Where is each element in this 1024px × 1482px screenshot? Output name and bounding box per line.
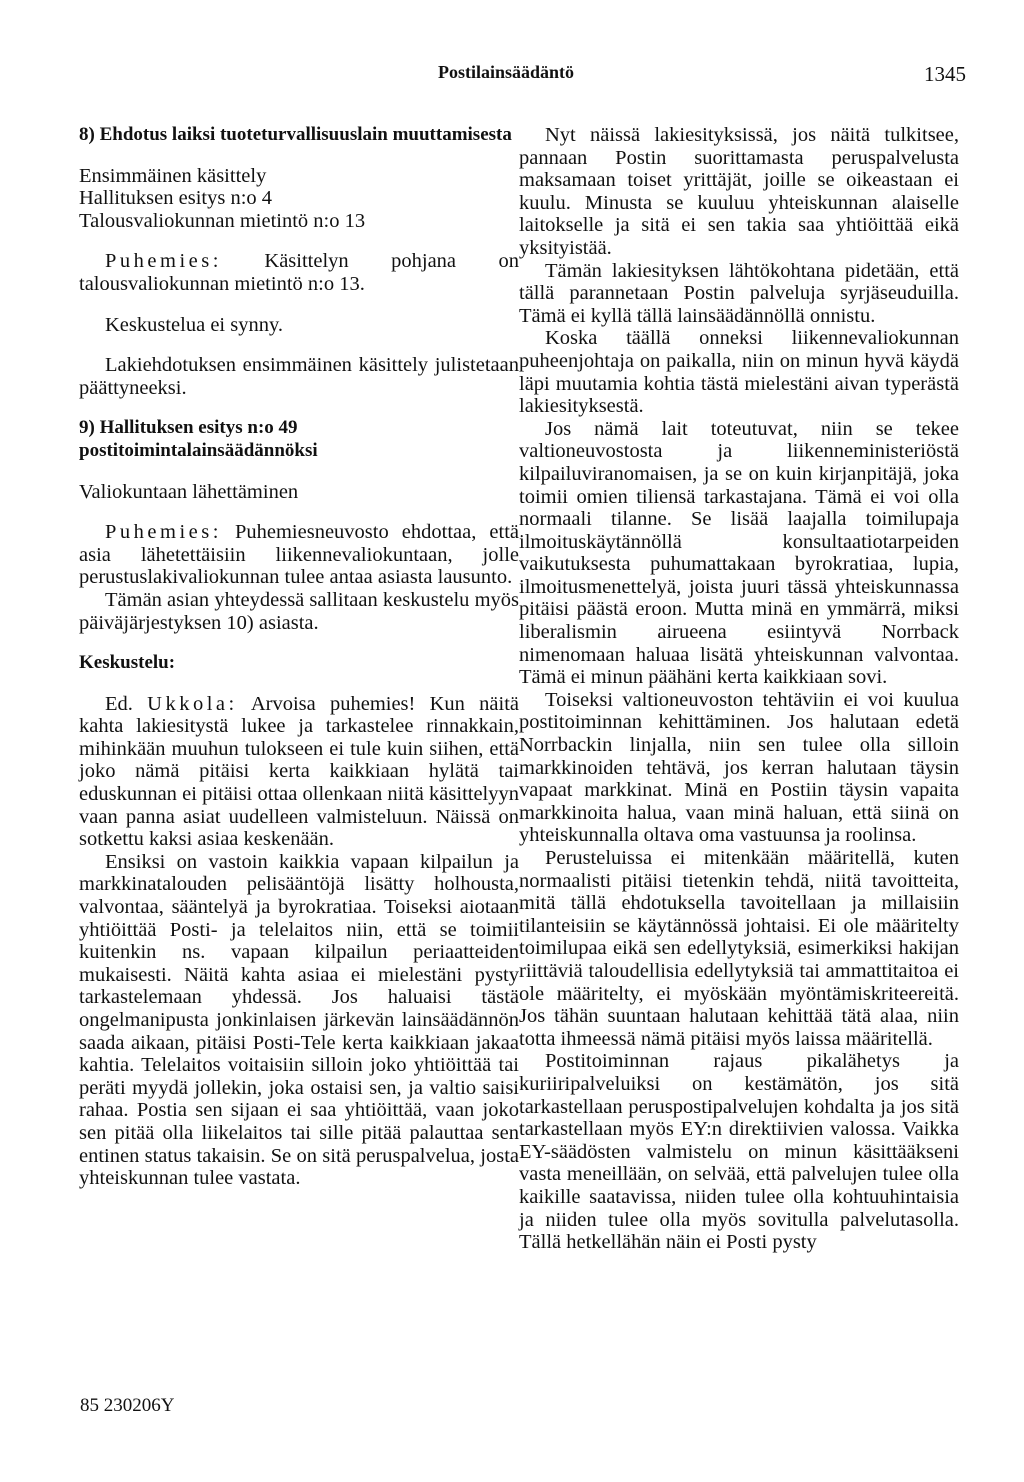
discussion-heading: Keskustelu:	[79, 652, 176, 674]
item-8-meta-line: Talousvaliokunnan mietintö n:o 13	[79, 209, 366, 232]
mp-speech-opening	[79, 693, 519, 851]
right-column	[519, 124, 959, 1254]
speech-paragraph: Jos nämä lait toteutuvat, niin se tekee valtioneuvostosta ja liikenneministeriöstä kilpailuviranomaisen, ja se on kuin kirjanpitäjä, joka toimii omien tiliensä tarkastajana. Tämä ei voi olla normaali tilanne. Se lisää laajalla toimilupaja ilmoituskäytännöllä konsultaatiotarpeiden vaikutuksesta puhumattakaan byrokratiaa, lupia, ilmoitusmenettelyä, joista juuri tässä yhteiskunnassa pitäisi päästä eroon. Mutta minä en ymmärrä, miksi liberalismin airueena esiintyvä Norrback nimenomaan haluaa lisätä yhteiskunnan valvontaa. Tämä ei minun päähäni kerta kaikkiaan sovi.	[519, 417, 959, 689]
item-8-title: 8) Ehdotus laiksi tuoteturvallisuuslain muuttamisesta	[79, 124, 512, 145]
item-8-meta-line: Hallituksen esitys n:o 4	[79, 187, 273, 210]
speech-paragraph: Nyt näissä lakiesityksissä, jos näitä tulkitsee, pannaan Postin suorittamasta peruspalvelusta maksamaan toiset yrittäjät, joille se oikeastaan ei kuulu. Minusta se kuuluu yhteiskunnan alaiselle laitokselle ja sitä ei sen takia saa yhtiöittää eikä yksityistää.	[519, 124, 959, 259]
speech-paragraph: Toiseksi valtioneuvoston tehtäviin ei voi kuulua postitoiminnan kehittäminen. Jos halutaan edetä Norrbackin linjalla, niin sen tulee olla silloin markkinoiden tehtävä, jos kerran halutaan täysin vapaat markkinat. Minä en Postiin täysin vapaita markkinoita halua, vaan minä haluan, että siinä on yhteiskunnalla oltava oma vastuunsa ja roolinsa.	[519, 688, 959, 847]
page-number: 1345	[924, 62, 966, 86]
speaker-name: Puhemies:	[105, 521, 222, 544]
item-9-chair-statement	[79, 521, 519, 589]
item-9-note: Tämän asian yhteydessä sallitaan keskustelu myös päiväjärjestyksen 10) asiasta.	[79, 588, 519, 634]
item-8-result: Lakiehdotuksen ensimmäinen käsittely julistetaan päättyneeksi.	[79, 354, 519, 399]
item-8-discussion-note: Keskustelua ei synny.	[105, 313, 284, 336]
speech-paragraph: Perusteluissa ei mitenkään määritellä, kuten normaalisti pitäisi tietenkin tehdä, niitä tavoitteita, mitä tällä ehdotuksella tavoitellaan ja millaisiin tilanteisiin se käytännössä johtaisi. Ei ole määritelty toimilupaa eikä sen edellytyksiä, esimerkiksi hakijan riittäviä taloudellisia edellytyksiä tai ammattitaitoa ei ole määritelty, ei myöskään myöntämiskriteereitä. Jos tähän suuntaan halutaan kehittää tätä alaa, niin totta ihmeessä nämä pitäisi myös laissa määritellä.	[519, 847, 959, 1050]
running-title: Postilainsäädäntö	[438, 62, 575, 82]
speech-text: Käsittelyn pohjana on talousvaliokunnan mietintö n:o 13.	[79, 250, 519, 295]
speech-text: Puhemiesneuvosto ehdottaa, että asia lähetettäisiin liikennevaliokuntaan, jolle perustuslakivaliokunnan tulee antaa asiasta lausunto.	[79, 521, 519, 589]
speaker-name: Ukkola:	[147, 692, 238, 715]
print-code: 85 230206Y	[80, 1395, 175, 1416]
speech-paragraph: Postitoiminnan rajaus pikalähetys ja kuriiripalveluiksi on kestämätön, jos sitä tarkastellaan peruspostipalvelujen kohdalta ja jos sitä tarkastellaan myös EY:n direktiivien valossa. Vaikka EY-säädösten valmistelu on minun käsittääkseni vasta meneillään, on selvää, että palvelujen tulee olla kaikille saatavissa, niiden tulee olla kohtuuhintaisia ja niiden tulee olla myös sovitulla palvelutasolla. Tällä hetkellähän näin ei Posti pysty	[519, 1050, 959, 1254]
speech-paragraph: Tämän lakiesityksen lähtökohtana pidetään, että tällä parannetaan Postin palveluja syrjäseuduilla. Tämä ei kyllä tällä lainsäädännöllä onnistu.	[519, 259, 959, 327]
speech-paragraph: Ensiksi on vastoin kaikkia vapaan kilpailun ja markkinatalouden pelisääntöjä lisätty holhousta, valvontaa, sääntelyä ja byrokratiaa. Toiseksi aiotaan yhtiöittää Posti- ja telelaitos niin, että se toimii kuitenkin ns. vapaan kilpailun periaatteiden mukaisesti. Näitä kahta asiaa ei mielestäni pysty tarkastelemaan yhdessä. Jos haluaisi tästä ongelmanipusta jonkinlaisen järkevän lainsäädännön saada aikaan, pitäisi Posti-Tele kerta kaikkiaan jakaa kahtia. Telelaitos voitaisiin silloin joko yhtiöittää tai peräti myydä jollekin, joka ostaisi sen, ja valtio saisi rahaa. Postia sen sijaan ei saa yhtiöittää, vaan joko sen pitää olla liikelaitos tai sille pitää palauttaa sen entinen status takaisin. Se on sitä peruspalvelua, josta yhteiskunnan tulee vastata.	[79, 850, 519, 1190]
item-8-meta-line: Ensimmäinen käsittely	[79, 164, 267, 187]
left-column	[79, 124, 519, 1190]
page-header	[0, 62, 1024, 86]
speech-text: Arvoisa puhemies! Kun näitä kahta lakiesitystä lukee ja tarkastelee rinnakkain, mihinkään muuhun tulokseen ei tule kuin siihen, että joko nämä pitäisi kerta kaikkiaan hylätä tai eduskunnan ei pitäisi ottaa ollenkaan niitä käsittelyyn vaan panna asiat uudelleen valmisteluun. Näissä on sotkettu kaksi asiaa keskenään.	[79, 692, 519, 851]
mp-prefix: Ed.	[105, 692, 148, 715]
speech-paragraph: Koska täällä onneksi liikennevaliokunnan puheenjohtaja on paikalla, niin on minun hyvä käydä läpi muutamia kohtia tästä mielestäni aivan typerästä lakiesityksestä.	[519, 327, 959, 418]
item-9-meta: Valiokuntaan lähettäminen	[79, 480, 299, 503]
item-8-chair-statement	[79, 250, 519, 295]
speaker-name: Puhemies:	[105, 250, 222, 273]
item-9-title: 9) Hallituksen esitys n:o 49 postitoimintalainsäädännöksi	[79, 417, 318, 461]
